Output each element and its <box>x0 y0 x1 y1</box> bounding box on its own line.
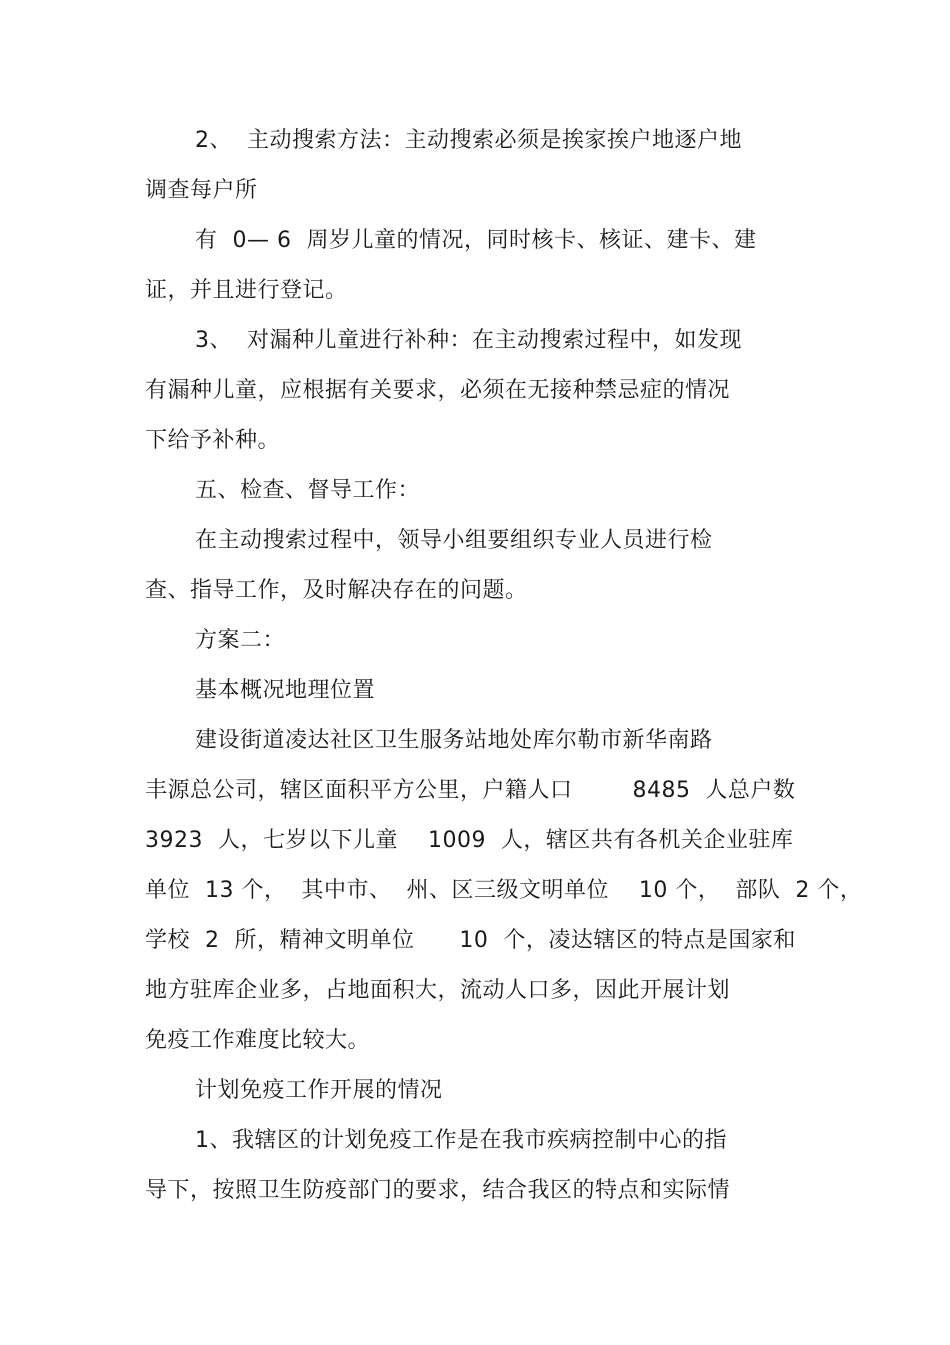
text-line: 3923 人，七岁以下儿童 1009 人，辖区共有各机关企业驻库 <box>145 828 794 853</box>
text-line: 建设街道凌达社区卫生服务站地处库尔勒市新华南路 <box>195 728 713 753</box>
text-line: 2、 主动搜索方法：主动搜索必须是挨家挨户地逐户地 <box>195 128 742 153</box>
section-heading: 五、检查、督导工作： <box>195 478 421 503</box>
section-heading: 方案二： <box>195 628 286 653</box>
text-line: 免疫工作难度比较大。 <box>145 1028 371 1053</box>
text-line: 查、指导工作，及时解决存在的问题。 <box>145 578 528 603</box>
text-line: 导下，按照卫生防疫部门的要求，结合我区的特点和实际情 <box>145 1178 731 1203</box>
section-heading: 计划免疫工作开展的情况 <box>195 1078 443 1103</box>
text-line: 学校 2 所，精神文明单位 10 个，凌达辖区的特点是国家和 <box>145 928 796 953</box>
text-line: 下给予补种。 <box>145 428 281 453</box>
section-heading: 基本概况地理位置 <box>195 678 376 703</box>
text-line: 在主动搜索过程中，领导小组要组织专业人员进行检 <box>195 528 713 553</box>
text-line: 有 0— 6 周岁儿童的情况，同时核卡、核证、建卡、建 <box>195 228 757 253</box>
text-line: 证，并且进行登记。 <box>145 278 348 303</box>
text-line: 3、 对漏种儿童进行补种：在主动搜索过程中，如发现 <box>195 328 742 353</box>
text-line: 1、我辖区的计划免疫工作是在我市疾病控制中心的指 <box>195 1128 727 1153</box>
text-line: 有漏种儿童，应根据有关要求，必须在无接种禁忌症的情况 <box>145 378 731 403</box>
text-line: 地方驻库企业多，占地面积大，流动人口多，因此开展计划 <box>145 978 731 1003</box>
text-line: 调查每户所 <box>145 178 258 203</box>
text-line: 单位 13 个， 其中市、 州、区三级文明单位 10 个， 部队 2 个， <box>145 878 863 903</box>
text-line: 丰源总公司，辖区面积平方公里，户籍人口 8485 人总户数 <box>145 778 796 803</box>
